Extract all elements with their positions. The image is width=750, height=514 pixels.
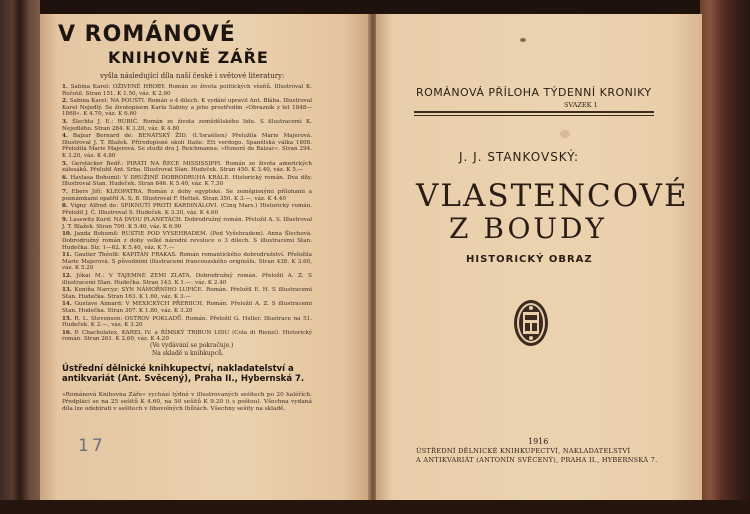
list-item-number: 5. bbox=[62, 160, 68, 167]
list-item bbox=[62, 161, 312, 174]
list-item-text: Gerstäcker Bedř.: PIRÁTI NA ŘECE MISSISSIPPI. Román ze života amerických zálesáků. Přeložil Ant. Srba. Illustroval Stan. Hudeček. Stran 450. K 3.40, váz. K 5.— bbox=[62, 160, 313, 174]
list-item-number: 11. bbox=[62, 252, 72, 259]
list-item-number: 16. bbox=[62, 329, 72, 336]
publication-year: 1916 bbox=[528, 437, 549, 446]
list-item bbox=[62, 84, 312, 97]
list-item-text: Sabina Karel: NA POUŠTI. Román o 4 dílech. K vydání upravil Ant. Bláha. Illustroval Karel Nejedlý. Se životopisem Karla Sabiny a jeho prostředím »Obrazník z let 1848—1868«. K 4.70, váz. K 6.60 bbox=[62, 98, 312, 118]
list-item-text: Gautier Théofil: KAPITÁN FRAKAS. Román romantického dobrodružství. Přeložila Marie Majerová. S původními illustracemi francouzského originálu. Stran 438. K 3.60, váz. K 5.20 bbox=[62, 252, 312, 272]
list-item bbox=[62, 287, 312, 300]
list-item bbox=[62, 231, 312, 251]
imprint-line1: ÚSTŘEDNÍ DĚLNICKÉ KNIHKUPECTVÍ, NAKLADATELSTVÍ bbox=[416, 447, 631, 455]
list-item bbox=[62, 316, 312, 329]
list-item-number: 13. bbox=[62, 287, 72, 294]
publisher-name: Ústřední dělnické knihkupectví, nakladatelství a antikvariát (Ant. Svěcený), Praha II., Hybernská 7. bbox=[62, 364, 305, 384]
title-rule-thin bbox=[414, 115, 654, 116]
list-item bbox=[62, 175, 312, 188]
imprint-line2: A ANTIKVARIÁT (ANTONÍN SVĚCENÝ), PRAHA II., HYBERNSKÁ 7. bbox=[416, 456, 658, 464]
list-item-number: 7. bbox=[62, 188, 68, 195]
book-subtitle: HISTORICKÝ OBRAZ bbox=[466, 254, 593, 265]
page-mark bbox=[520, 38, 526, 42]
list-item bbox=[62, 330, 312, 343]
list-item bbox=[62, 133, 312, 159]
list-item-number: 12. bbox=[62, 273, 72, 280]
list-item-text: Lasswitz Kurd: NA DVOU PLANETÁCH. Dobrodružný román. Přeložil A. S. Illustroval J. T. Blažek. Stran 700. K 5.40, váz. K 6.90 bbox=[62, 217, 312, 230]
list-item-text: P. Chacholatex, KAREL IV. a ŘÍMSKÝ TRIBUN LIDU (Cola di Rienzi). Historický román. Stran 261. K 2.60, váz. K 4.20 bbox=[62, 329, 313, 343]
title-rule bbox=[414, 111, 654, 113]
list-item bbox=[62, 203, 312, 216]
list-item-text: Ebers Jiří: KLEOPATRA. Román z doby egyptské. Se zeměpisnými přílohami a poznámkami opatřil A. S. B. Illustroval F. Hetteš. Stran 350. K 3.—, váz. K 4.40 bbox=[62, 188, 312, 202]
list-item-number: 3. bbox=[62, 118, 68, 125]
list-item-number: 2. bbox=[62, 98, 68, 105]
list-item bbox=[62, 189, 312, 202]
list-item-number: 1. bbox=[62, 84, 68, 90]
book-list bbox=[62, 84, 312, 344]
list-item-text: Kuniňa Narcyz: SYN NÁMOŘNÍHO LUPIČE. Román. Přeložil E. H. S illustracemi Stan. Hudečka. Stran 163. K 1.60, váz. K 3.— bbox=[62, 287, 313, 300]
list-item-number: 14. bbox=[62, 301, 72, 308]
list-item bbox=[62, 252, 312, 272]
list-item-text: Šlechta J. E.: RUBIČ. Román ze života zemědělského lidu. S illustracemi K. Nejedlého. Stran 284. K 3.20, váz. K 4.80 bbox=[62, 118, 312, 132]
list-item-number: 15. bbox=[62, 315, 72, 322]
book-title-line1: VLASTENCOVÉ bbox=[416, 178, 689, 214]
subscription-info: »Románová Knihovna Záře« vychází týdně v illustrovaných sešitech po 20 haléřích. Předplácí se na 25 sešitů K 4.60, na 50 sešitů K 9.20 (i s poštou). Všechna vydaná díla lze odebírati v sešitech v libovolných lhůtách. Všechny sešity na skladě. bbox=[62, 392, 312, 412]
list-item-number: 4. bbox=[62, 133, 68, 140]
list-item-number: 10. bbox=[62, 231, 72, 238]
binding-top-edge bbox=[0, 0, 750, 14]
list-item bbox=[62, 301, 312, 314]
list-item-text: Janda Bohumil: RUSTIE POD VYSEHRADEM. (Pod Vyšehradem). Anna Šlechová. Dobrodružný román z doby velké národní revoluce o 3 dílech. S illustracemi Stan. Hudečka. Str. 1—62. K 5.40, váz. K 7.— bbox=[62, 231, 313, 251]
list-item bbox=[62, 217, 312, 230]
author-name: J. J. STANKOVSKÝ: bbox=[459, 150, 580, 164]
list-item-text: Bajzar Bernard de: BENÁTSKÝ ŽID. (L'Israélien) Přeložila Marie Majerová. Illustroval J. T. Blažek. Přírodopisné okolí Italie: Ett verdogo. Spanělská válka 1808. Přeložila Marie Majerová. Se studií dra J. Reichmanna: »Honoré de Balzac«. Stran 294. K 3.20, váz. K 4.80 bbox=[62, 133, 312, 159]
list-item bbox=[62, 119, 312, 132]
list-item-number: 8. bbox=[62, 203, 68, 210]
list-item-text: R. L. Stevenson: OSTROV POKLADŮ. Román. Přeložil G. Heller. Illustrace na 51. Hudeček. K 2.—, váz. K 3.20 bbox=[62, 315, 313, 329]
list-item-text: Vigny Alfred de: SPIKNUTÍ PROTI KARDINÁLOVI. (Cinq Mars.) Historický román. Přeložil J. Č. Illustroval S. Hudeček. K 3.20, váz. K 4.60 bbox=[62, 203, 312, 216]
right-book-edge bbox=[700, 0, 750, 514]
list-item bbox=[62, 273, 312, 286]
left-heading-line1: V ROMÁNOVÉ bbox=[58, 22, 236, 47]
list-item-text: Jókai M.: V TAJEMNÉ ZEMI ZLATA. Dobrodružný román. Přeložil A. Z. S illustracemi Stan. Hudečka. Stran 143. K 1.—, váz. K 2.40 bbox=[62, 273, 312, 286]
left-intro: vyšla následující díla naší české i světové literatury: bbox=[100, 72, 285, 80]
list-item-number: 9. bbox=[62, 217, 68, 224]
left-book-edge bbox=[0, 0, 40, 514]
list-item-text: Havlasa Bohumil: V DRUŽINĚ DOBRODRUHA KRÁLE. Historický román. Dva díly. Illustroval Stan. Hudeček. Stran 646. K 5.40, váz. K 7.30 bbox=[62, 174, 312, 188]
handwritten-number: 17 bbox=[78, 436, 106, 456]
book-title-line2: Z BOUDY bbox=[449, 212, 607, 245]
page-stain bbox=[560, 130, 570, 138]
availability-note: Na skladě u knihkupců. bbox=[152, 350, 224, 357]
left-heading-line2: KNIHOVNĚ ZÁŘE bbox=[108, 48, 269, 67]
volume-label: SVAZEK 1 bbox=[564, 101, 598, 109]
publisher-emblem-icon bbox=[512, 298, 550, 348]
binding-bottom-edge bbox=[0, 500, 750, 514]
list-item-text: Sabina Karel: OŽIVENÉ HROBY. Román ze života politických vězňů. Illustroval K. Ročotil. Stran 151. K 1.50, váz. K 2.90 bbox=[62, 84, 312, 97]
list-item bbox=[62, 98, 312, 118]
series-title: ROMÁNOVÁ PŘÍLOHA TÝDENNÍ KRONIKY bbox=[416, 86, 652, 99]
list-item-text: Gustave Aimard: V MEXICKÝCH PŘERIICH. Román. Přeložil A. Z. S illustracemi Stan. Hudečka. Stran 307. K 1.80, váz. K 3.20 bbox=[62, 301, 312, 314]
continuation-note: (Ve vydávání se pokračuje.) bbox=[150, 342, 234, 349]
list-item-number: 6. bbox=[62, 174, 68, 181]
